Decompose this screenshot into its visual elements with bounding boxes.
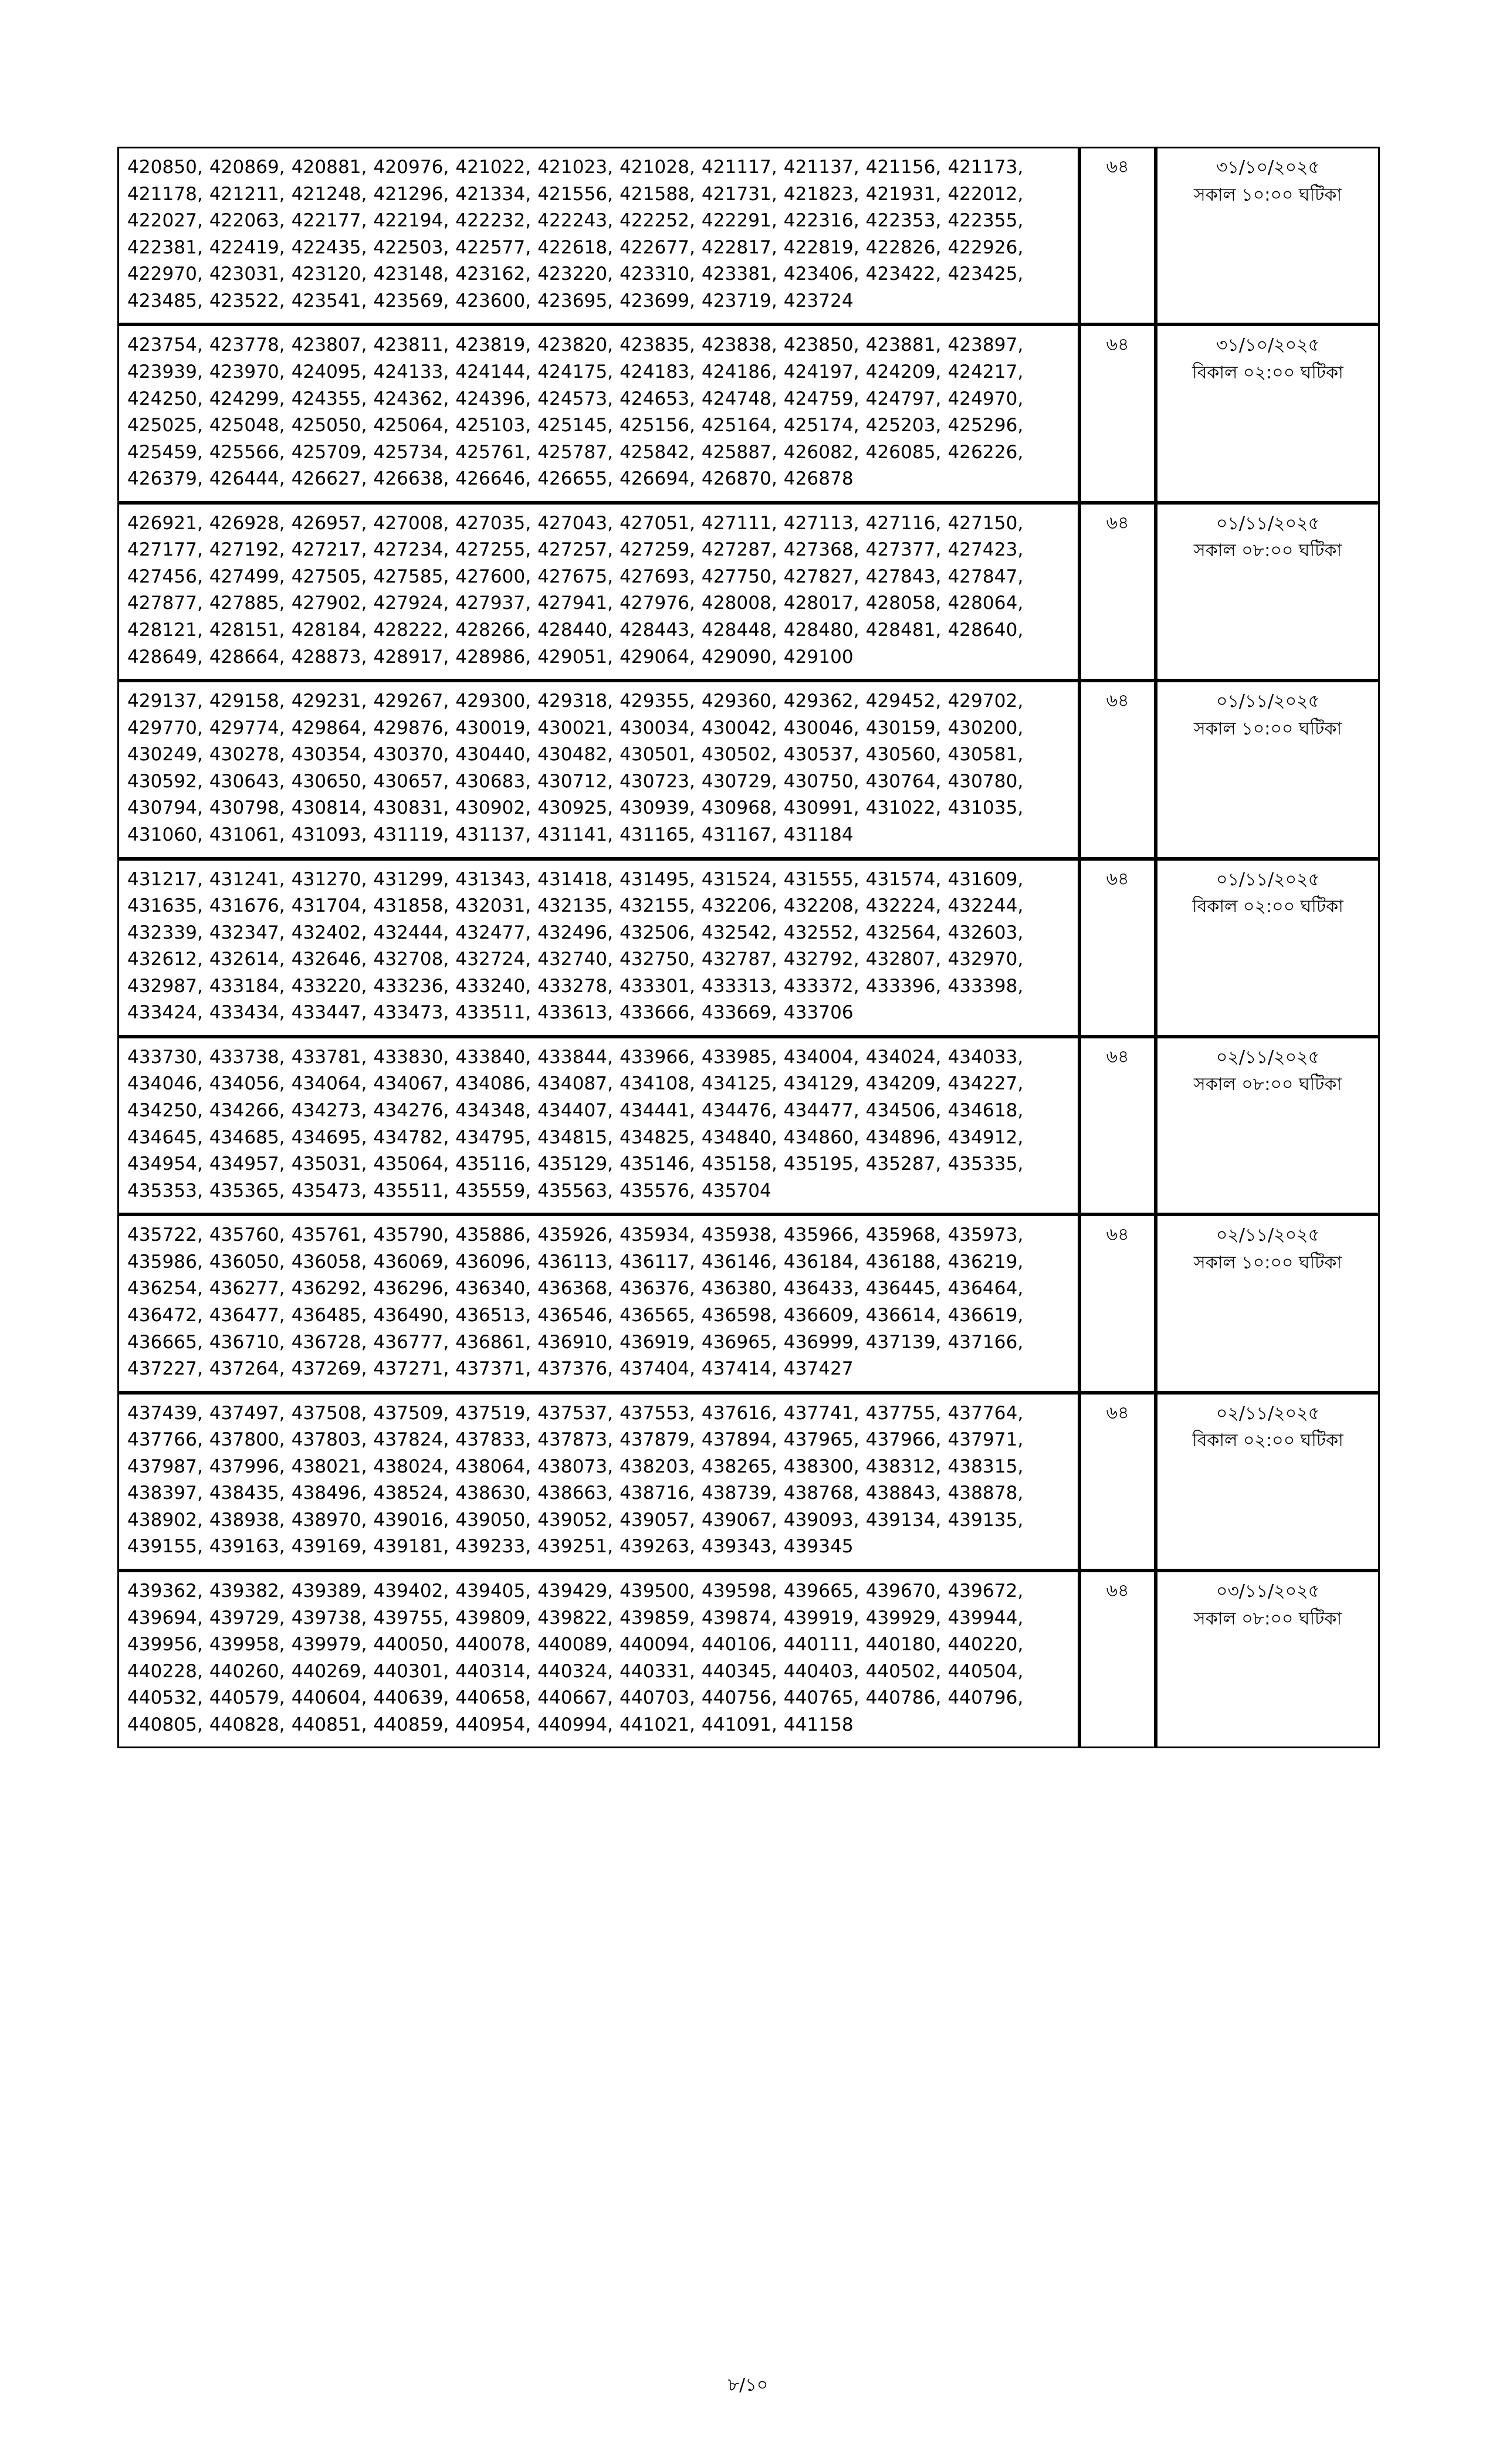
date-time-cell	[1156, 681, 1380, 858]
exam-time: সকাল ১০:০০ ঘটিকা	[1193, 1252, 1342, 1273]
roll-numbers-cell: 420850, 420869, 420881, 420976, 421022, 421023, 421028, 421117, 421137, 421156, 421173, 421178, 421211, 421248, 421296, 421334, 421556, 421588, 421731, 421823, 421931, 422012, 422027, 422063, 422177, 422194, 422232, 422243, 422252, 422291, 422316, 422353, 422355, 422381, 422419, 422435, 422503, 422577, 422618, 422677, 422817, 422819, 422826, 422926, 422970, 423031, 423120, 423148, 423162, 423220, 423310, 423381, 423406, 423422, 423425, 423485, 423522, 423541, 423569, 423600, 423695, 423699, 423719, 423724	[117, 147, 1079, 324]
exam-time: সকাল ১০:০০ ঘটিকা	[1193, 184, 1342, 205]
table-row	[117, 324, 1380, 502]
date-time-cell	[1156, 1037, 1380, 1214]
count-cell: ৬৪	[1079, 859, 1156, 1037]
table-row	[117, 859, 1380, 1037]
date-time-cell	[1156, 1571, 1380, 1748]
date-time-cell	[1156, 1214, 1380, 1392]
count-cell: ৬৪	[1079, 1214, 1156, 1392]
page-number: ৮/১০	[727, 2375, 769, 2395]
exam-time: সকাল ১০:০০ ঘটিকা	[1193, 718, 1342, 739]
exam-date: ০২/১১/২০২৫	[1216, 1225, 1320, 1246]
count-cell: ৬৪	[1079, 681, 1156, 858]
roll-numbers-cell: 437439, 437497, 437508, 437509, 437519, 437537, 437553, 437616, 437741, 437755, 437764, 437766, 437800, 437803, 437824, 437833, 437873, 437879, 437894, 437965, 437966, 437971, 437987, 437996, 438021, 438024, 438064, 438073, 438203, 438265, 438300, 438312, 438315, 438397, 438435, 438496, 438524, 438630, 438663, 438716, 438739, 438768, 438843, 438878, 438902, 438938, 438970, 439016, 439050, 439052, 439057, 439067, 439093, 439134, 439135, 439155, 439163, 439169, 439181, 439233, 439251, 439263, 439343, 439345	[117, 1393, 1079, 1571]
table-row	[117, 1393, 1380, 1571]
exam-date: ০১/১১/২০২৫	[1216, 691, 1320, 712]
roll-numbers-cell: 429137, 429158, 429231, 429267, 429300, 429318, 429355, 429360, 429362, 429452, 429702, 429770, 429774, 429864, 429876, 430019, 430021, 430034, 430042, 430046, 430159, 430200, 430249, 430278, 430354, 430370, 430440, 430482, 430501, 430502, 430537, 430560, 430581, 430592, 430643, 430650, 430657, 430683, 430712, 430723, 430729, 430750, 430764, 430780, 430794, 430798, 430814, 430831, 430902, 430925, 430939, 430968, 430991, 431022, 431035, 431060, 431061, 431093, 431119, 431137, 431141, 431165, 431167, 431184	[117, 681, 1079, 858]
count-cell: ৬৪	[1079, 324, 1156, 502]
count-cell: ৬৪	[1079, 1037, 1156, 1214]
exam-time: বিকাল ০২:০০ ঘটিকা	[1192, 362, 1343, 383]
date-time-cell	[1156, 147, 1380, 324]
exam-date: ৩১/১০/২০২৫	[1216, 335, 1320, 356]
exam-date: ০১/১১/২০২৫	[1216, 513, 1320, 534]
count-cell: ৬৪	[1079, 147, 1156, 324]
exam-time: বিকাল ০২:০০ ঘটিকা	[1192, 896, 1343, 917]
roll-numbers-cell: 435722, 435760, 435761, 435790, 435886, 435926, 435934, 435938, 435966, 435968, 435973, 435986, 436050, 436058, 436069, 436096, 436113, 436117, 436146, 436184, 436188, 436219, 436254, 436277, 436292, 436296, 436340, 436368, 436376, 436380, 436433, 436445, 436464, 436472, 436477, 436485, 436490, 436513, 436546, 436565, 436598, 436609, 436614, 436619, 436665, 436710, 436728, 436777, 436861, 436910, 436919, 436965, 436999, 437139, 437166, 437227, 437264, 437269, 437271, 437371, 437376, 437404, 437414, 437427	[117, 1214, 1079, 1392]
count-cell: ৬৪	[1079, 503, 1156, 681]
date-time-cell	[1156, 503, 1380, 681]
exam-date: ০২/১১/২০২৫	[1216, 1403, 1320, 1424]
count-cell: ৬৪	[1079, 1393, 1156, 1571]
exam-date: ৩১/১০/২০২৫	[1216, 157, 1320, 178]
exam-time: সকাল ০৮:০০ ঘটিকা	[1193, 1074, 1342, 1095]
exam-date: ০১/১১/২০২৫	[1216, 869, 1320, 890]
count-cell: ৬৪	[1079, 1571, 1156, 1748]
exam-date: ০৩/১১/২০২৫	[1216, 1581, 1320, 1602]
table-row	[117, 1214, 1380, 1392]
roll-numbers-cell: 423754, 423778, 423807, 423811, 423819, 423820, 423835, 423838, 423850, 423881, 423897, 423939, 423970, 424095, 424133, 424144, 424175, 424183, 424186, 424197, 424209, 424217, 424250, 424299, 424355, 424362, 424396, 424573, 424653, 424748, 424759, 424797, 424970, 425025, 425048, 425050, 425064, 425103, 425145, 425156, 425164, 425174, 425203, 425296, 425459, 425566, 425709, 425734, 425761, 425787, 425842, 425887, 426082, 426085, 426226, 426379, 426444, 426627, 426638, 426646, 426655, 426694, 426870, 426878	[117, 324, 1079, 502]
date-time-cell	[1156, 859, 1380, 1037]
roll-number-table	[117, 147, 1380, 1748]
table-row	[117, 1037, 1380, 1214]
roll-numbers-cell: 426921, 426928, 426957, 427008, 427035, 427043, 427051, 427111, 427113, 427116, 427150, 427177, 427192, 427217, 427234, 427255, 427257, 427259, 427287, 427368, 427377, 427423, 427456, 427499, 427505, 427585, 427600, 427675, 427693, 427750, 427827, 427843, 427847, 427877, 427885, 427902, 427924, 427937, 427941, 427976, 428008, 428017, 428058, 428064, 428121, 428151, 428184, 428222, 428266, 428440, 428443, 428448, 428480, 428481, 428640, 428649, 428664, 428873, 428917, 428986, 429051, 429064, 429090, 429100	[117, 503, 1079, 681]
exam-time: বিকাল ০২:০০ ঘটিকা	[1192, 1430, 1343, 1451]
table-body	[117, 147, 1380, 1748]
roll-numbers-cell: 439362, 439382, 439389, 439402, 439405, 439429, 439500, 439598, 439665, 439670, 439672, 439694, 439729, 439738, 439755, 439809, 439822, 439859, 439874, 439919, 439929, 439944, 439956, 439958, 439979, 440050, 440078, 440089, 440094, 440106, 440111, 440180, 440220, 440228, 440260, 440269, 440301, 440314, 440324, 440331, 440345, 440403, 440502, 440504, 440532, 440579, 440604, 440639, 440658, 440667, 440703, 440756, 440765, 440786, 440796, 440805, 440828, 440851, 440859, 440954, 440994, 441021, 441091, 441158	[117, 1571, 1079, 1748]
roll-table-wrapper	[117, 147, 1379, 1748]
table-row	[117, 681, 1380, 858]
date-time-cell	[1156, 1393, 1380, 1571]
roll-numbers-cell: 433730, 433738, 433781, 433830, 433840, 433844, 433966, 433985, 434004, 434024, 434033, 434046, 434056, 434064, 434067, 434086, 434087, 434108, 434125, 434129, 434209, 434227, 434250, 434266, 434273, 434276, 434348, 434407, 434441, 434476, 434477, 434506, 434618, 434645, 434685, 434695, 434782, 434795, 434815, 434825, 434840, 434860, 434896, 434912, 434954, 434957, 435031, 435064, 435116, 435129, 435146, 435158, 435195, 435287, 435335, 435353, 435365, 435473, 435511, 435559, 435563, 435576, 435704	[117, 1037, 1079, 1214]
roll-numbers-cell: 431217, 431241, 431270, 431299, 431343, 431418, 431495, 431524, 431555, 431574, 431609, 431635, 431676, 431704, 431858, 432031, 432135, 432155, 432206, 432208, 432224, 432244, 432339, 432347, 432402, 432444, 432477, 432496, 432506, 432542, 432552, 432564, 432603, 432612, 432614, 432646, 432708, 432724, 432740, 432750, 432787, 432792, 432807, 432970, 432987, 433184, 433220, 433236, 433240, 433278, 433301, 433313, 433372, 433396, 433398, 433424, 433434, 433447, 433473, 433511, 433613, 433666, 433669, 433706	[117, 859, 1079, 1037]
exam-date: ০২/১১/২০২৫	[1216, 1047, 1320, 1068]
exam-time: সকাল ০৮:০০ ঘটিকা	[1193, 540, 1342, 561]
date-time-cell	[1156, 324, 1380, 502]
table-row	[117, 503, 1380, 681]
exam-time: সকাল ০৮:০০ ঘটিকা	[1193, 1608, 1342, 1629]
table-row	[117, 1571, 1380, 1748]
table-row	[117, 147, 1380, 324]
